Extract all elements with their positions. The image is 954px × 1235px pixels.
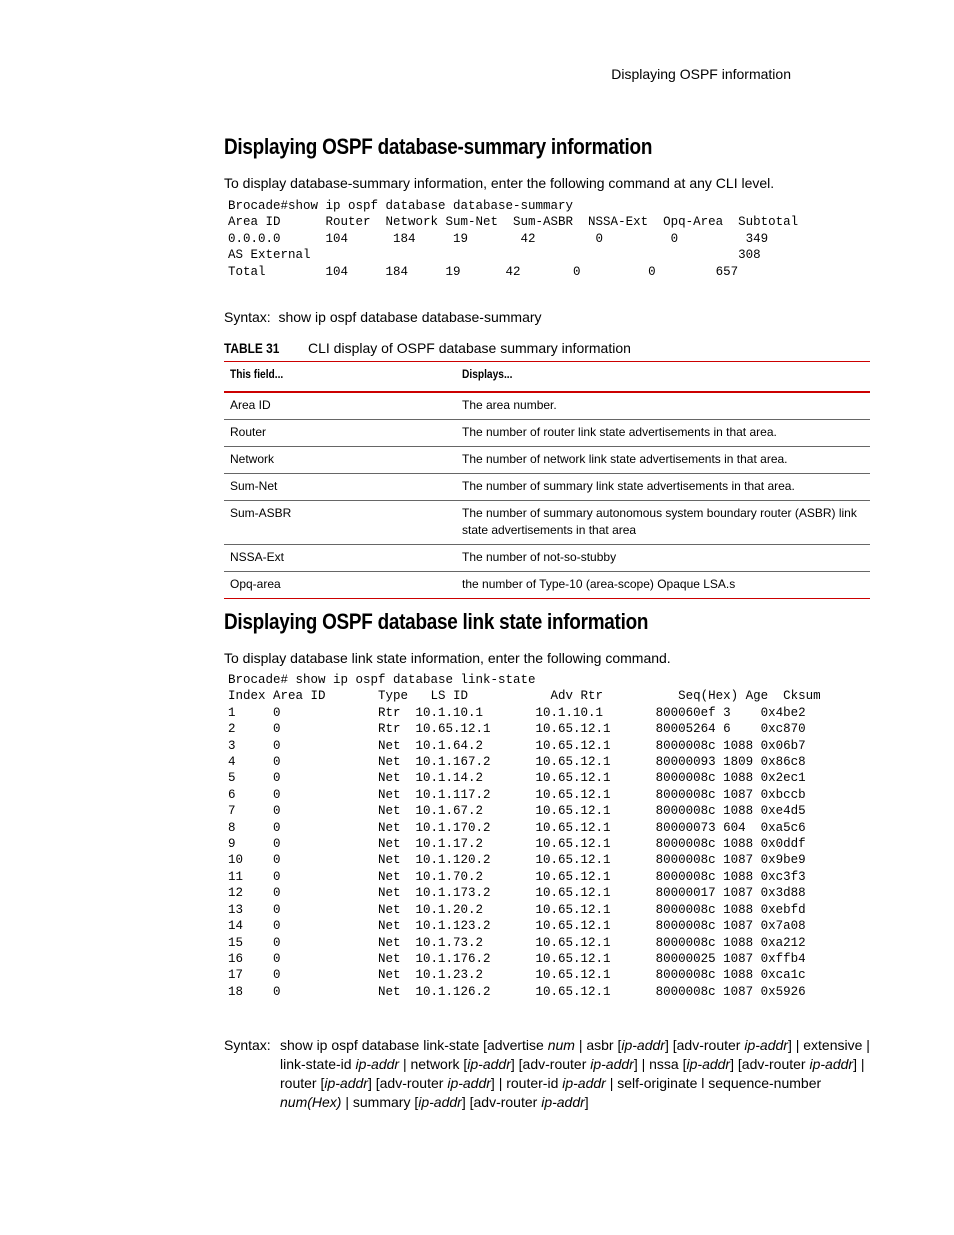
intro-link-state: To display database link state information, enter the following command.: [224, 650, 671, 666]
field-cell: Network: [224, 447, 456, 474]
field-cell: Area ID: [224, 392, 456, 420]
cli-output-link-state: Brocade# show ip ospf database link-state Index Area ID Type LS ID Adv Rtr Seq(Hex) Age Cksum 1 0 Rtr 10.1.10.1 10.1.10.1 800060ef 3 0x4be2 2 0 Rtr 10.65.12.1 10.65.12.1 80005264 6 0xc870 3 0 Net 10.1.64.2 10.65.12.1 8000008c 1088 0x06b7 4 0 Net 10.1.167.2 10.65.12.1 80000093 1809 0x86c8 5 0 Net 10.1.14.2 10.65.12.1 8000008c 1088 0x2ec1 6 0 Net 10.1.117.2 10.65.12.1 8000008c 1087 0xbccb 7 0 Net 10.1.67.2 10.65.12.1 8000008c 1088 0xe4d5 8 0 Net 10.1.170.2 10.65.12.1 80000073 604 0xa5c6 9 0 Net 10.1.17.2 10.65.12.1 8000008c 1088 0x0ddf 10 0 Net 10.1.120.2 10.65.12.1 8000008c 1087 0x9be9 11 0 Net 10.1.70.2 10.65.12.1 8000008c 1088 0xc3f3 12 0 Net 10.1.173.2 10.65.12.1 80000017 1087 0x3d88 13 0 Net 10.1.20.2 10.65.12.1 8000008c 1088 0xebfd 14 0 Net 10.1.123.2 10.65.12.1 8000008c 1087 0x7a08 15 0 Net 10.1.73.2 10.65.12.1 8000008c 1088 0xa212 16 0 Net 10.1.176.2 10.65.12.1 80000025 1087 0xffb4 17 0 Net 10.1.23.2 10.65.12.1 8000008c 1088 0xca1c 18 0 Net 10.1.126.2 10.65.12.1 8000008c 1087 0x5926: [228, 673, 821, 999]
section-heading-database-summary: Displaying OSPF database-summary information: [224, 134, 653, 159]
syntax-keyword: | self-originate l sequence-number: [605, 1075, 822, 1091]
table-caption: [224, 340, 631, 356]
syntax-parameter: ip-addr: [324, 1075, 368, 1091]
syntax-command: show ip ospf database database-summary: [278, 309, 542, 325]
syntax-command: [280, 1036, 874, 1112]
description-cell: The number of not-so-stubby: [456, 545, 870, 572]
syntax-parameter: ip-addr: [418, 1094, 462, 1110]
field-cell: NSSA-Ext: [224, 545, 456, 572]
syntax-parameter: ip-addr: [355, 1056, 400, 1072]
table-row: [224, 572, 870, 599]
syntax-parameter: ip-addr: [809, 1056, 854, 1072]
syntax-parameter: ip-addr: [467, 1056, 511, 1072]
syntax-parameter: ip-addr: [621, 1037, 665, 1053]
field-cell: Sum-Net: [224, 474, 456, 501]
field-description-table: [224, 361, 870, 599]
description-cell: the number of Type-10 (area-scope) Opaque LSA.s: [456, 572, 870, 599]
syntax-keyword: ] [adv-router: [367, 1075, 448, 1091]
syntax-label: Syntax:: [224, 1037, 271, 1053]
table-title: CLI display of OSPF database summary information: [308, 340, 631, 356]
column-header-field: This field...: [224, 362, 456, 393]
syntax-parameter: num(Hex): [280, 1094, 342, 1110]
syntax-keyword: ] | extensive | link-state-id: [280, 1037, 870, 1072]
table-row: [224, 392, 870, 420]
table-header-row: [224, 362, 870, 393]
syntax-keyword: | summary [: [341, 1094, 419, 1110]
field-cell: Opq-area: [224, 572, 456, 599]
table-row: [224, 447, 870, 474]
syntax-link-state: [224, 1036, 874, 1112]
column-header-displays: Displays...: [456, 362, 870, 393]
syntax-keyword: | asbr [: [574, 1037, 622, 1053]
syntax-keyword: ] [adv-router: [510, 1056, 591, 1072]
syntax-keyword: ]: [584, 1094, 589, 1110]
table-row: [224, 474, 870, 501]
syntax-parameter: ip-addr: [541, 1094, 585, 1110]
syntax-parameter: ip-addr: [590, 1056, 634, 1072]
cli-output-database-summary: Brocade#show ip ospf database database-summary Area ID Router Network Sum-Net Sum-ASBR NSSA-Ext Opq-Area Subtotal 0.0.0.0 104 184 19 42 0 0 349 AS External 308 Total 104 184 19 42 0 0 657: [228, 199, 799, 279]
table-number: TABLE 31: [224, 340, 280, 356]
syntax-keyword: show ip ospf database link-state [advertise: [280, 1037, 548, 1053]
syntax-parameter: ip-addr: [447, 1075, 491, 1091]
syntax-parameter: num: [547, 1037, 575, 1053]
description-cell: The number of network link state advertisements in that area.: [456, 447, 870, 474]
syntax-keyword: ] [adv-router: [461, 1094, 542, 1110]
syntax-database-summary: [224, 309, 542, 325]
syntax-keyword: ] | router-id: [490, 1075, 563, 1091]
description-cell: The area number.: [456, 392, 870, 420]
syntax-keyword: ] | router [: [280, 1056, 865, 1091]
syntax-label: Syntax:: [224, 309, 271, 325]
syntax-keyword: ] [adv-router: [664, 1037, 745, 1053]
syntax-keyword: | network [: [399, 1056, 468, 1072]
table-row: [224, 420, 870, 447]
syntax-parameter: ip-addr: [744, 1037, 788, 1053]
field-cell: Sum-ASBR: [224, 501, 456, 545]
syntax-keyword: ] [adv-router: [730, 1056, 810, 1072]
running-header: Displaying OSPF information: [611, 66, 791, 82]
table-row: [224, 501, 870, 545]
syntax-parameter: ip-addr: [686, 1056, 731, 1072]
field-cell: Router: [224, 420, 456, 447]
section-heading-link-state: Displaying OSPF database link state information: [224, 609, 649, 634]
table-row: [224, 545, 870, 572]
description-cell: The number of summary link state advertisements in that area.: [456, 474, 870, 501]
intro-database-summary: To display database-summary information, enter the following command at any CLI level.: [224, 175, 775, 191]
description-cell: The number of router link state advertisements in that area.: [456, 420, 870, 447]
syntax-keyword: ] | nssa [: [633, 1056, 687, 1072]
description-cell: The number of summary autonomous system boundary router (ASBR) link state advertisements in that area: [456, 501, 870, 545]
syntax-parameter: ip-addr: [562, 1075, 606, 1091]
